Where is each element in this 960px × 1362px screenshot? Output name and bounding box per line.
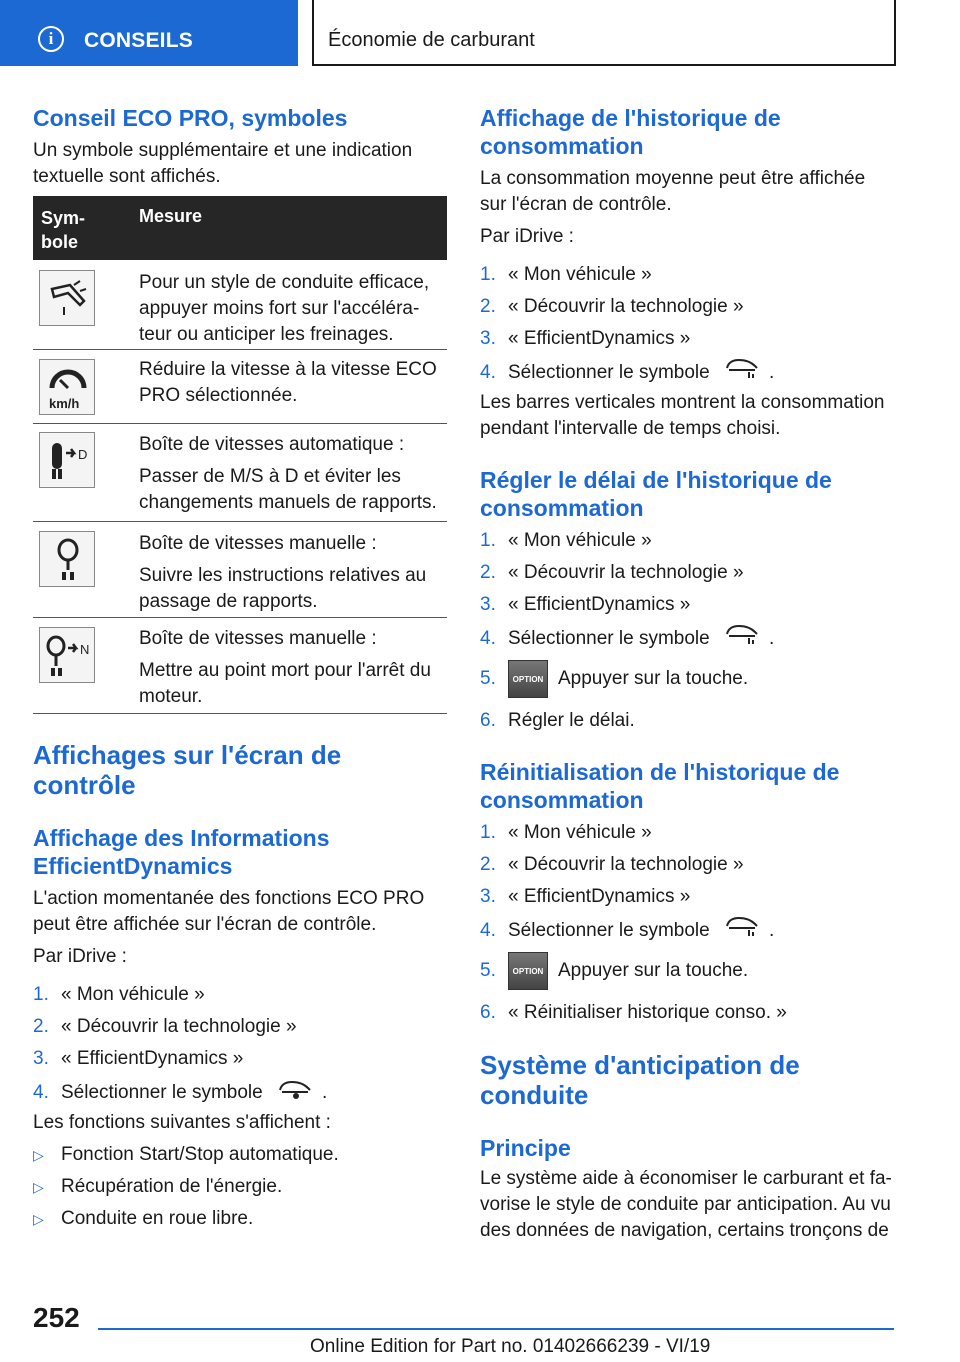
svg-text:km/h: km/h bbox=[49, 396, 80, 411]
list-item: 2. « Découvrir la technologie » bbox=[33, 1016, 297, 1037]
footer-rule bbox=[98, 1328, 894, 1330]
list-item: 3. « EfficientDynamics » bbox=[33, 1048, 244, 1069]
bullet-item: ▷ Fonction Start/Stop automatique. bbox=[33, 1144, 339, 1165]
info-paragraph: L'action momentanée des fonctions ECO PRO peut être affichée sur l'écran de contrôle. bbox=[33, 888, 425, 935]
list-item: 4. Sélectionner le symbole . bbox=[480, 358, 774, 388]
list-item: 6. « Réinitialiser historique conso. » bbox=[480, 1002, 787, 1023]
speedometer-kmh-icon bbox=[39, 359, 95, 415]
list-item: 2. « Découvrir la technologie » bbox=[480, 562, 744, 583]
footer-edition: Online Edition for Part no. 01402666239 - VI/19 bbox=[310, 1336, 711, 1357]
svg-text:N: N bbox=[80, 642, 90, 657]
svg-text:D: D bbox=[78, 447, 88, 462]
option-button-icon: OPTION bbox=[508, 952, 548, 990]
list-item: 1. « Mon véhicule » bbox=[33, 984, 205, 1005]
list-item: 6. Régler le délai. bbox=[480, 710, 635, 731]
row-text: Réduire la vitesse à la vitesse ECO PRO sélectionnée. bbox=[139, 359, 437, 406]
heading-historique: Affichage de l'historique de consommation bbox=[480, 105, 781, 159]
list-item: 4. Sélectionner le symbole . bbox=[480, 916, 774, 946]
heading-anticipation: Système d'anticipation de conduite bbox=[480, 1050, 800, 1110]
page-title: Économie de carburant bbox=[328, 29, 535, 51]
heading-principe: Principe bbox=[480, 1135, 571, 1161]
list-item: 1. « Mon véhicule » bbox=[480, 822, 652, 843]
historique-paragraph: La consommation moyenne peut être affichée sur l'écran de contrôle. bbox=[480, 168, 866, 215]
efficient-dynamics-car-icon bbox=[278, 1078, 312, 1108]
section-label: CONSEILS bbox=[84, 29, 193, 52]
list-item: 3. « EfficientDynamics » bbox=[480, 886, 691, 907]
header-title-box bbox=[312, 0, 896, 66]
list-item: 5. OPTION Appuyer sur la touche. bbox=[480, 952, 748, 990]
list-item: 4. Sélectionner le symbole . bbox=[33, 1078, 327, 1108]
consumption-history-icon bbox=[725, 624, 759, 654]
list-item: 3. « EfficientDynamics » bbox=[480, 594, 691, 615]
heading-eco-pro: Conseil ECO PRO, symboles bbox=[33, 105, 348, 131]
row-text-title: Boîte de vitesses manuelle : bbox=[139, 533, 377, 554]
functions-intro: Les fonctions suivantes s'affichent : bbox=[33, 1112, 331, 1133]
table-header bbox=[33, 196, 447, 260]
symbols-table bbox=[33, 196, 447, 714]
bars-paragraph: Les barres verticales montrent la consommation pendant l'intervalle de temps choisi. bbox=[480, 392, 885, 439]
consumption-history-icon bbox=[725, 358, 759, 388]
info-icon: i bbox=[38, 26, 64, 52]
list-item: 1. « Mon véhicule » bbox=[480, 264, 652, 285]
heading-affichages: Affichages sur l'écran de contrôle bbox=[33, 740, 342, 800]
row-text-detail: Passer de M/S à D et éviter les changements manuels de rapports. bbox=[139, 466, 437, 513]
gear-shift-d-icon bbox=[39, 432, 95, 488]
row-text-title: Boîte de vitesses automatique : bbox=[139, 434, 405, 455]
list-item: 3. « EfficientDynamics » bbox=[480, 328, 691, 349]
par-idrive: Par iDrive : bbox=[480, 226, 574, 247]
table-row bbox=[33, 350, 447, 424]
row-text-detail: Suivre les instructions relatives au passage de rapports. bbox=[139, 565, 427, 612]
gear-shift-n-icon bbox=[39, 627, 95, 683]
row-text-title: Boîte de vitesses manuelle : bbox=[139, 628, 377, 649]
heading-reinit: Réinitialisation de l'historique de consommation bbox=[480, 759, 840, 813]
table-row bbox=[33, 260, 447, 350]
list-item: 1. « Mon véhicule » bbox=[480, 530, 652, 551]
bullet-item: ▷ Récupération de l'énergie. bbox=[33, 1176, 283, 1197]
par-idrive: Par iDrive : bbox=[33, 946, 127, 967]
eco-pro-intro: Un symbole supplémentaire et une indication textuelle sont affichés. bbox=[33, 140, 413, 187]
heading-delai: Régler le délai de l'historique de consommation bbox=[480, 467, 832, 521]
list-item: 5. OPTION Appuyer sur la touche. bbox=[480, 660, 748, 698]
header-section-tab bbox=[0, 0, 298, 66]
bullet-item: ▷ Conduite en roue libre. bbox=[33, 1208, 254, 1229]
row-text-detail: Mettre au point mort pour l'arrêt du moteur. bbox=[139, 660, 431, 707]
list-item: 4. Sélectionner le symbole . bbox=[480, 624, 774, 654]
principe-paragraph: Le système aide à économiser le carburant et fa-vorise le style de conduite par anticipation. Au vu des données de navigation, certains tronçons de bbox=[480, 1168, 892, 1241]
list-item: 2. « Découvrir la technologie » bbox=[480, 854, 744, 875]
page-number: 252 bbox=[33, 1302, 80, 1333]
option-button-icon: OPTION bbox=[508, 660, 548, 698]
table-row bbox=[33, 522, 447, 618]
gear-shift-manual-icon bbox=[39, 531, 95, 587]
table-row bbox=[33, 618, 447, 714]
table-row bbox=[33, 424, 447, 522]
heading-informations: Affichage des Informations EfficientDynamics bbox=[33, 825, 330, 879]
list-item: 2. « Découvrir la technologie » bbox=[480, 296, 744, 317]
header-symbol: Sym-bole bbox=[41, 208, 86, 252]
consumption-history-icon bbox=[725, 916, 759, 946]
pedal-icon bbox=[39, 270, 95, 326]
row-text: Pour un style de conduite efficace, appuyer moins fort sur l'accéléra-teur ou anticiper les freinages. bbox=[139, 272, 430, 345]
header-mesure: Mesure bbox=[139, 206, 203, 226]
